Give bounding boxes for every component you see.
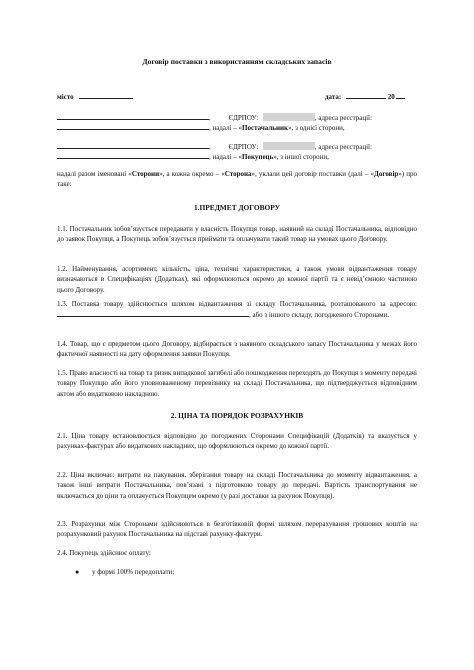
party2-edrpou-redacted [263, 142, 315, 150]
intro-term-contract: Договір [374, 170, 399, 178]
party2-row2 [57, 151, 329, 162]
party2-suffix-post: », з іншої сторони, [273, 153, 329, 161]
intro-text-4: ») про таке: [57, 170, 418, 189]
city-label: місто [57, 93, 74, 101]
document-title: Договір поставки з використанням складських запасів [142, 57, 332, 66]
party1-edrpou-redacted [263, 113, 315, 121]
intro-term-side: Сторона [224, 170, 252, 178]
clause-1-1: 1.1. Постачальник зобов’язується передавати у власність Покупця товар, наявний на складі Постачальника, відповідно до заявок Покупця, а Покупець зобов’язується приймати та оплачувати такий товар на умовах цього Договору. [57, 225, 417, 244]
party1-row2 [57, 122, 345, 133]
clause-2-3: 2.3. Розрахунки між Сторонами здійснюються в безготівковій формі шляхом перерахування грошових коштів на розрахунковий рахунок Постачальника на підставі рахунку-фактури. [57, 520, 417, 539]
clause-1-4: 1.4. Товар, що є предметом цього Договору, відбирається з наявного складського запасу Постачальника у межах його фактичної наявності на дату оформлення заявки Покупця. [57, 340, 417, 359]
party2-role: Покупець [242, 153, 274, 161]
intro-term-sides: Сторони [131, 170, 160, 178]
city-blank[interactable] [79, 91, 133, 99]
date-label: дата: [325, 93, 342, 101]
party2-row1: , ЄДРПОУ: , адреса реєстрації: [57, 141, 372, 152]
date-row [325, 91, 405, 102]
clause-2-1: 2.1. Ціна товару встановлюється відповідно до погоджених Сторонами Специфікацій (Додатків) та вказується у рахунках-фактурах або видаткових накладних, що оформлюються окремо до кожної партії. [57, 432, 417, 451]
intro-text-1: надалі разом іменовані « [57, 170, 132, 178]
warehouse-address-blank[interactable] [57, 309, 249, 317]
party1-suffix-post: », з однієї сторони, [288, 124, 345, 132]
party2-address-label: , адреса реєстрації: [314, 143, 372, 151]
clause-1-3-text-a: 1.3. Поставка товару здійснюється шляхом відвантаження зі складу Постачальника, розташованого за адресою: [57, 300, 417, 308]
section1-heading: 1.ПРЕДМЕТ ДОГОВОРУ [193, 203, 281, 212]
intro-text-2: », а кожна окремо – « [159, 170, 225, 178]
party1-suffix-pre: , надалі – « [209, 124, 243, 132]
party1-edrpou-label: ЄДРПОУ: [228, 114, 259, 122]
intro-text-3: », уклали цей договір поставки (далі – « [251, 170, 375, 178]
section2-heading: 2. ЦІНА ТА ПОРЯДОК РОЗРАХУНКІВ [170, 411, 304, 420]
party2-suffix-pre: , надалі – « [209, 153, 243, 161]
bullet-item-1: у формі 100% передоплати; [92, 568, 175, 576]
party1-role: Постачальник [242, 124, 289, 132]
party1-address-blank[interactable] [57, 122, 209, 130]
bullet-dot-icon: ● [75, 568, 80, 576]
clause-1-3-text-b: , або з іншого складу, погодженого Сторонами. [249, 311, 390, 320]
city-row [57, 91, 133, 102]
date-year: 20 [387, 93, 395, 101]
clause-1-5: 1.5. Право власності на товар та ризик випадкової загибелі або пошкодження переходять до Покупця з моменту передачі товару Покупцю або його уповноваженому перевізнику на складі Постачальника, що підтверджується відповідним актом або видатковою накладною. [57, 369, 418, 398]
clause-2-2: 2.2. Ціна включає: витрати на пакування, зберігання товару на складі Постачальника до моменту відвантаження, а також інші витрати Постачальника, пов’язані з підготовкою товару до передачі. Вартість транспортування не включається до ціни та оплачується Покупцем окремо (у разі доставки за рахунок Покупця). [57, 471, 417, 500]
clause-1-2: 1.2. Найменування, асортимент, кількість, ціна, технічні характеристики, а також умови відвантаження товару визначаються в Специфікаціях (Додатках), які оформлюються окремо до кожної партії та є невід’ємною частиною цього Договору. [57, 265, 417, 294]
intro-paragraph [57, 169, 417, 190]
party2-name-blank[interactable] [57, 141, 209, 149]
date-blank[interactable] [346, 91, 386, 99]
party1-name-blank[interactable] [57, 112, 209, 120]
party1-address-label: , адреса реєстрації: [314, 114, 372, 122]
clause-1-3 [57, 299, 417, 321]
year-blank[interactable] [396, 91, 405, 99]
party2-address-blank[interactable] [57, 151, 209, 159]
party2-edrpou-label: ЄДРПОУ: [228, 143, 259, 151]
party1-row1: , ЄДРПОУ: , адреса реєстрації: [57, 112, 372, 123]
clause-2-4: 2.4. Покупець здійснює оплату: [57, 549, 151, 557]
